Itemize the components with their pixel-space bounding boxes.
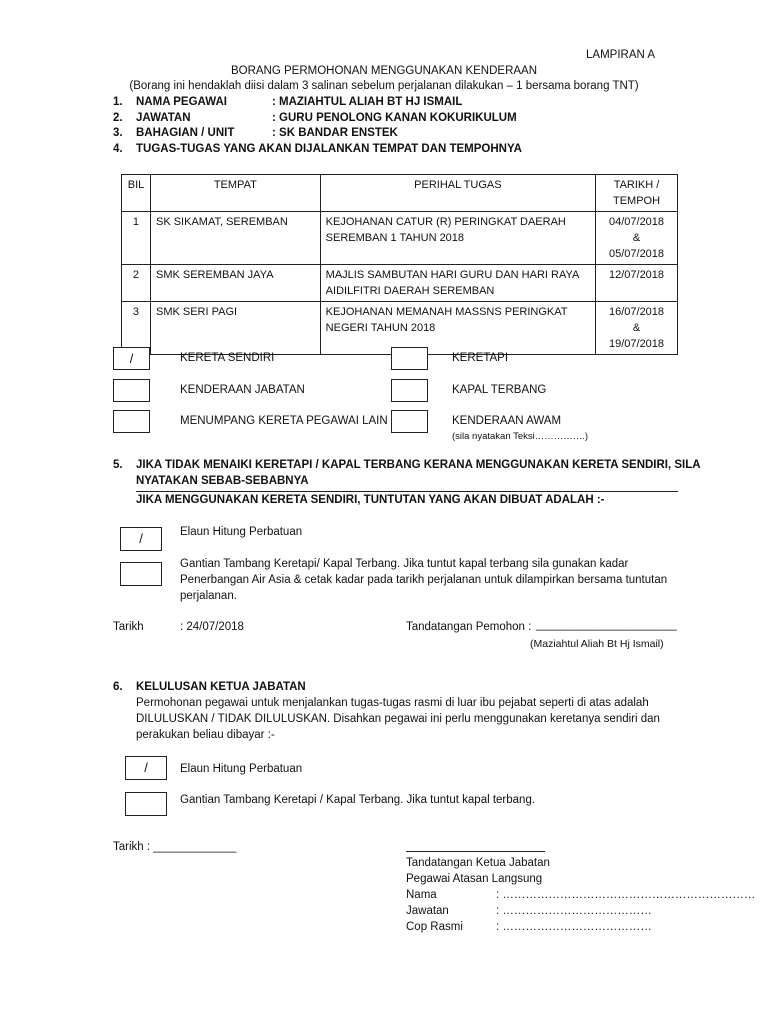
cell-tarikh: [596, 212, 678, 265]
approver-stamp-value[interactable]: : …………………………………: [496, 921, 652, 933]
field-value-unit: : SK BANDAR ENSTEK: [272, 127, 398, 139]
form-subtitle: (Borang ini hendaklah diisi dalam 3 salinan sebelum perjalanan dilakukan – 1 bersama borang TNT): [129, 80, 639, 92]
checkbox-approved-mileage[interactable]: /: [125, 756, 167, 780]
checkbox-public-transport[interactable]: [391, 410, 428, 433]
cell-bil: 1: [122, 212, 151, 265]
tasks-table: [121, 174, 678, 355]
label-mileage-allowance: Elaun Hitung Perbatuan: [180, 526, 303, 538]
cell-tarikh: [596, 302, 678, 355]
field-value-position: : GURU PENOLONG KANAN KOKURIKULUM: [272, 112, 517, 124]
header-tarikh: TARIKH / TEMPOH: [596, 175, 678, 212]
section5-num: 5.: [113, 459, 123, 471]
approver-stamp-label: Cop Rasmi: [406, 921, 463, 933]
table-row: [122, 212, 678, 265]
cell-bil: 2: [122, 265, 151, 302]
label-own-car: KERETA SENDIRI: [180, 352, 275, 364]
checkbox-train[interactable]: [391, 347, 428, 370]
date-line: 19/07/2018: [608, 338, 665, 350]
date-line: 12/07/2018: [608, 269, 665, 281]
fare-replacement-line: perjalanan.: [180, 590, 237, 602]
checkbox-fare-replacement[interactable]: [120, 562, 162, 586]
date-line: &: [632, 322, 641, 334]
table-row: [122, 265, 678, 302]
applicant-signature-label: Tandatangan Pemohon :: [406, 621, 532, 633]
applicant-signature-blank[interactable]: ______________________: [536, 619, 677, 631]
cell-perihal: KEJOHANAN CATUR (R) PERINGKAT DAERAH SEREMBAN 1 TAHUN 2018: [320, 212, 595, 265]
date-line: 05/07/2018: [608, 248, 665, 260]
date-value: : 24/07/2018: [180, 621, 244, 633]
approver-name-label: Nama: [406, 889, 437, 901]
label-dept-vehicle: KENDERAAN JABATAN: [180, 384, 305, 396]
section6-num: 6.: [113, 681, 123, 693]
label-public-transport: KENDERAAN AWAM: [452, 415, 562, 427]
section6-heading: KELULUSAN KETUA JABATAN: [136, 681, 306, 693]
checkbox-own-car[interactable]: /: [113, 347, 150, 370]
label-train: KERETAPI: [452, 352, 509, 364]
field-label-position: JAWATAN: [136, 112, 191, 124]
approval-text-line: DILULUSKAN / TIDAK DILULUSKAN. Disahkan pegawai ini perlu menggunakan keretanya sendiri dan: [136, 713, 660, 725]
checkbox-mileage-allowance[interactable]: /: [120, 527, 162, 551]
label-approved-fare: Gantian Tambang Keretapi / Kapal Terbang. Jika tuntut kapal terbang.: [180, 794, 536, 806]
section5-divider: [136, 491, 678, 492]
cell-tempat: SMK SERI PAGI: [150, 302, 320, 355]
section5-heading-line2: NYATAKAN SEBAB-SEBABNYA: [136, 475, 309, 487]
checkbox-airplane[interactable]: [391, 379, 428, 402]
checkbox-carpool[interactable]: [113, 410, 150, 433]
field-num-3: 3.: [113, 127, 123, 139]
label-airplane: KAPAL TERBANG: [452, 384, 547, 396]
approver-position-value[interactable]: : …………………………………: [496, 905, 652, 917]
fare-replacement-line: Gantian Tambang Keretapi/ Kapal Terbang. Jika tuntut kapal terbang sila gunakan kadar: [180, 558, 629, 570]
field-num-1: 1.: [113, 96, 123, 108]
cell-perihal: MAJLIS SAMBUTAN HARI GURU DAN HARI RAYA AIDILFITRI DAERAH SEREMBAN: [320, 265, 595, 302]
fare-replacement-line: Penerbangan Air Asia & cetak kadar pada tarikh perjalanan untuk dilampirkan bersama tuntutan: [180, 574, 668, 586]
date-line: &: [632, 232, 641, 244]
header-tempat: TEMPAT: [150, 175, 320, 212]
section5-subheading: JIKA MENGGUNAKAN KERETA SENDIRI, TUNTUTAN YANG AKAN DIBUAT ADALAH :-: [136, 494, 605, 506]
cell-perihal: KEJOHANAN MEMANAH MASSNS PERINGKAT NEGERI TAHUN 2018: [320, 302, 595, 355]
field-label-name: NAMA PEGAWAI: [136, 96, 227, 108]
approver-name-value[interactable]: : …………………………………………………………: [496, 889, 756, 901]
field-num-4: 4.: [113, 143, 123, 155]
field-label-tasks: TUGAS-TUGAS YANG AKAN DIJALANKAN TEMPAT DAN TEMPOHNYA: [136, 143, 522, 155]
field-num-2: 2.: [113, 112, 123, 124]
checkbox-dept-vehicle[interactable]: [113, 379, 150, 402]
label-carpool: MENUMPANG KERETA PEGAWAI LAIN: [180, 415, 388, 427]
header-bil: BIL: [122, 175, 151, 212]
approver-signature-line[interactable]: [406, 851, 545, 852]
form-title: BORANG PERMOHONAN MENGGUNAKAN KENDERAAN: [230, 65, 538, 77]
table-header-row: [122, 175, 678, 212]
approver-title-line: Pegawai Atasan Langsung: [406, 873, 543, 885]
attachment-label: LAMPIRAN A: [586, 49, 656, 61]
date-line: 04/07/2018: [608, 216, 665, 228]
approval-date[interactable]: Tarikh : _____________: [113, 841, 237, 853]
field-label-unit: BAHAGIAN / UNIT: [136, 127, 235, 139]
approval-text-line: Permohonan pegawai untuk menjalankan tugas-tugas rasmi di luar ibu pejabat seperti di atas adalah: [136, 697, 649, 709]
applicant-name: (Maziahtul Aliah Bt Hj Ismail): [530, 638, 664, 650]
date-line: 16/07/2018: [608, 306, 665, 318]
approver-title-line: Tandatangan Ketua Jabatan: [406, 857, 550, 869]
date-label: Tarikh: [113, 621, 144, 633]
approval-text-line: perakukan beliau dibayar :-: [136, 729, 275, 741]
cell-tempat: SK SIKAMAT, SEREMBAN: [150, 212, 320, 265]
cell-bil: 3: [122, 302, 151, 355]
taxi-note: (sila nyatakan Teksi…………….): [452, 431, 589, 442]
section5-heading-line1: JIKA TIDAK MENAIKI KERETAPI / KAPAL TERBANG KERANA MENGGUNAKAN KERETA SENDIRI, SILA: [136, 459, 701, 471]
header-perihal: PERIHAL TUGAS: [320, 175, 595, 212]
cell-tempat: SMK SEREMBAN JAYA: [150, 265, 320, 302]
checkbox-approved-fare[interactable]: [125, 792, 167, 816]
label-approved-mileage: Elaun Hitung Perbatuan: [180, 763, 303, 775]
field-value-name: : MAZIAHTUL ALIAH BT HJ ISMAIL: [272, 96, 463, 108]
cell-tarikh: [596, 265, 678, 302]
approver-position-label: Jawatan: [406, 905, 449, 917]
